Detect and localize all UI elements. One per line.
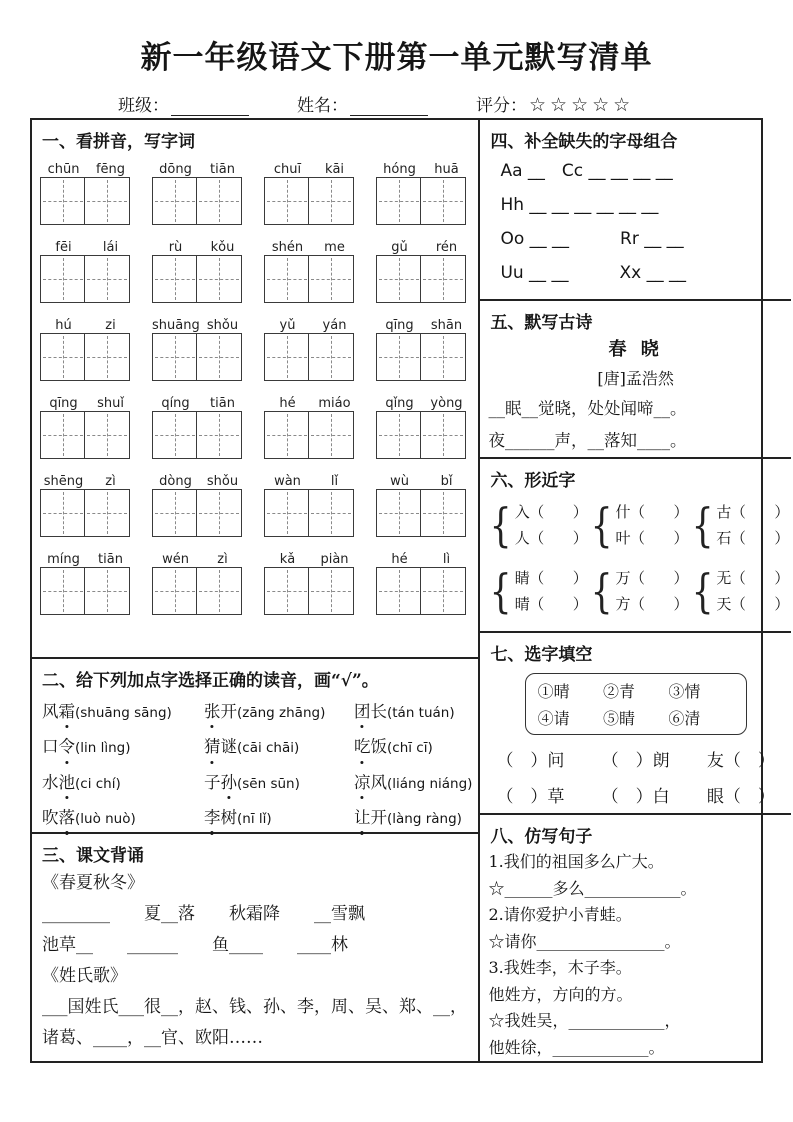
tianzige-cell: [308, 489, 354, 537]
pinyin-word: [40, 318, 135, 381]
class-label: 班级：: [118, 96, 169, 116]
pinyin-syllable: yǔ: [279, 318, 296, 333]
brace-glyph: {: [490, 564, 513, 619]
pinyin-syllable: zì: [217, 552, 228, 567]
dotted-char: 霜: [59, 699, 76, 725]
tianzige-cell: [152, 255, 198, 303]
poem-title: 春 晓: [608, 339, 663, 361]
dotted-char: 李: [204, 805, 221, 831]
pinyin-syllable: kǒu: [210, 240, 235, 255]
tianzige-cell: [376, 177, 422, 225]
char-option: ②青: [602, 682, 635, 701]
dotted-char: 张: [204, 699, 221, 725]
pinyin-syllable: hé: [279, 396, 296, 411]
class-field: [118, 91, 249, 116]
section-2-title: 二、给下列加点字选择正确的读音，画“√”。: [42, 671, 379, 691]
reading-options: (lin lìng): [75, 740, 131, 757]
tianzige-cell: [264, 177, 310, 225]
pinyin-word: [40, 162, 135, 225]
brace-glyph: {: [691, 564, 714, 619]
brace-glyph: {: [590, 564, 613, 619]
pinyin-syllable: lái: [102, 240, 119, 255]
dotted-char: 让: [354, 805, 371, 831]
pinyin-word: [376, 396, 471, 459]
pinyin-syllable: wén: [162, 552, 189, 567]
tianzige-cell: [376, 333, 422, 381]
tianzige-cell: [152, 333, 198, 381]
reading-item: 李树(nī lǐ): [204, 805, 354, 831]
pinyin-word: [264, 162, 359, 225]
tianzige-cell: [264, 255, 310, 303]
section-5-title: 五、默写古诗: [490, 313, 593, 334]
pinyin-syllable: tiān: [98, 552, 123, 567]
pinyin-word-grid: [32, 154, 478, 615]
section-8-title: 八、仿写句子: [490, 827, 593, 847]
section-pinyin-writing: [32, 120, 478, 657]
pinyin-word: [376, 240, 471, 303]
fill-blank-row: [480, 779, 790, 815]
reading-options: (tán tuán): [387, 705, 455, 721]
pinyin-syllable: míng: [47, 552, 80, 567]
section-imitate-sentences: [480, 813, 790, 1061]
reading-items: [32, 693, 478, 832]
reading-options: (liáng niáng): [387, 775, 473, 792]
tianzige-cell: [84, 567, 130, 615]
recitation-line: ___国姓氏___很__，赵、钱、孙、李，周、吴、郑、__，: [42, 997, 467, 1017]
tianzige-cell: [308, 567, 354, 615]
recitation-line: 池草__ ______ 鱼____ ____林: [42, 935, 348, 955]
char-option: ④请: [537, 709, 570, 728]
section-1-title: 一、看拼音，写字词: [42, 132, 195, 152]
tianzige-cell: [196, 255, 242, 303]
section-similar-characters: [480, 457, 790, 631]
pinyin-syllable: hóng: [383, 162, 416, 177]
page-title: 新一年级语文下册第一单元默写清单: [140, 40, 653, 76]
alphabet-line: Oo __ __ Rr __ __: [500, 229, 684, 249]
pinyin-syllable: yòng: [430, 396, 463, 411]
char-option: ⑤睛: [602, 709, 635, 728]
tianzige-cell: [308, 177, 354, 225]
sentence-line: ☆我姓吴，____________，: [488, 1011, 681, 1030]
pinyin-syllable: gǔ: [391, 240, 408, 255]
tianzige-cell: [420, 177, 466, 225]
tianzige-cell: [376, 411, 422, 459]
sentence-line: 他姓方，方向的方。: [488, 984, 633, 1004]
section-alphabet-completion: [480, 120, 790, 299]
reading-options: (ci chí): [75, 775, 121, 792]
pinyin-syllable: shuāng: [152, 318, 200, 333]
pinyin-word: [264, 552, 359, 615]
pinyin-syllable: dòng: [159, 474, 192, 489]
reading-item: 吃饭(chī cī): [354, 734, 472, 760]
pinyin-syllable: tiān: [210, 162, 235, 177]
tianzige-cell: [420, 255, 466, 303]
sentence-line: ☆请你________________。: [488, 931, 681, 951]
tianzige-cell: [196, 411, 242, 459]
reading-item: 子孙(sēn sūn): [204, 770, 354, 796]
tianzige-cell: [308, 333, 354, 381]
score-field: [476, 91, 634, 116]
tianzige-cell: [264, 567, 310, 615]
poem-line: 夜______声，__落知____。: [488, 431, 687, 451]
tianzige-cell: [152, 177, 198, 225]
pinyin-syllable: rù: [168, 240, 183, 255]
pinyin-syllable: huā: [434, 162, 459, 177]
sentence-line: 他姓徐，____________。: [488, 1037, 665, 1057]
brace-glyph: {: [590, 498, 613, 553]
dotted-char: 孙: [221, 770, 238, 796]
brace-glyph: {: [691, 498, 714, 553]
pinyin-syllable: fēi: [55, 240, 72, 255]
reading-options: (shuāng sāng): [75, 705, 172, 721]
pinyin-syllable: kāi: [324, 162, 345, 177]
dotted-char: 凉: [354, 770, 371, 796]
pinyin-syllable: qíng: [161, 396, 190, 411]
pinyin-syllable: rén: [435, 240, 458, 255]
tianzige-cell: [196, 177, 242, 225]
tianzige-cell: [40, 489, 86, 537]
pinyin-word: [376, 318, 471, 381]
char-pair: { 万（ ） 方（ ）: [590, 564, 689, 619]
tianzige-cell: [152, 567, 198, 615]
pinyin-syllable: wàn: [274, 474, 301, 489]
dotted-char: 吃: [354, 734, 371, 760]
pinyin-syllable: tiān: [210, 396, 235, 411]
char-option: ③情: [668, 682, 701, 701]
pinyin-word: [264, 396, 359, 459]
sentence-line: ☆______多么____________。: [488, 878, 697, 898]
sentence-line: 3.我姓李，木子李。: [488, 958, 632, 977]
tianzige-cell: [376, 567, 422, 615]
pinyin-word: [152, 396, 247, 459]
tianzige-cell: [420, 489, 466, 537]
sentence-line: 1.我们的祖国多么广大。: [488, 852, 664, 871]
section-7-title: 七、选字填空: [490, 645, 593, 665]
section-4-title: 四、补全缺失的字母组合: [490, 132, 678, 152]
name-blank-line: [350, 99, 428, 116]
tianzige-cell: [264, 333, 310, 381]
pinyin-syllable: dōng: [159, 162, 192, 177]
pinyin-word: [264, 240, 359, 303]
fill-blank: （ ）白: [601, 787, 670, 807]
char-pair: { 入（ ） 人（ ）: [490, 498, 588, 553]
pinyin-word: [152, 474, 247, 537]
pinyin-syllable: qīng: [49, 396, 78, 411]
pinyin-syllable: shuǐ: [97, 396, 124, 411]
reading-options: (chī cī): [387, 740, 433, 757]
alphabet-line: Aa __ Cc __ __ __ __: [500, 161, 673, 181]
reading-item: 风霜(shuāng sāng): [42, 699, 204, 725]
tianzige-cell: [196, 333, 242, 381]
pinyin-syllable: shǒu: [206, 474, 239, 489]
char-pair: { 睛（ ） 晴（ ）: [490, 564, 588, 619]
section-3-title: 三、课文背诵: [42, 846, 144, 866]
pinyin-syllable: zi: [105, 318, 116, 333]
char-pair: { 古（ ） 石（ ）: [691, 498, 789, 553]
dotted-char: 令: [59, 734, 76, 760]
tianzige-cell: [420, 411, 466, 459]
pinyin-syllable: shén: [271, 240, 304, 255]
alphabet-line: Hh __ __ __ __ __ __: [500, 195, 659, 215]
tianzige-cell: [40, 411, 86, 459]
pinyin-syllable: chuī: [273, 162, 302, 177]
tianzige-cell: [84, 489, 130, 537]
name-field: [297, 91, 428, 116]
pinyin-syllable: hú: [55, 318, 72, 333]
pinyin-syllable: zì: [105, 474, 116, 489]
tianzige-cell: [40, 177, 86, 225]
reading-options: (zāng zhāng): [237, 705, 326, 721]
char-option: ①晴: [537, 682, 570, 701]
pinyin-syllable: hé: [391, 552, 408, 567]
name-label: 姓名：: [297, 96, 348, 116]
pinyin-syllable: chūn: [47, 162, 80, 177]
fill-blank-row: [480, 743, 790, 779]
alphabet-line: Uu __ __ Xx __ __: [500, 263, 686, 283]
char-option: ⑥清: [668, 709, 701, 728]
reading-options: (nī lǐ): [237, 811, 272, 828]
section-6-title: 六、形近字: [490, 471, 576, 492]
pinyin-syllable: lì: [442, 552, 451, 567]
star-rating: ☆☆☆☆☆: [529, 94, 635, 116]
pinyin-syllable: piàn: [320, 552, 349, 567]
tianzige-cell: [40, 567, 86, 615]
tianzige-cell: [84, 333, 130, 381]
pinyin-word: [152, 318, 247, 381]
pinyin-word: [40, 240, 135, 303]
reading-item: 猜谜(cāi chāi): [204, 734, 354, 760]
tianzige-cell: [84, 177, 130, 225]
fill-blank: 友（ ）: [706, 751, 775, 771]
pinyin-word: [264, 474, 359, 537]
reading-item: 凉风(liáng niáng): [354, 770, 472, 796]
pinyin-word: [40, 474, 135, 537]
pinyin-word: [152, 552, 247, 615]
tianzige-cell: [152, 489, 198, 537]
score-label: 评分：: [476, 96, 527, 116]
lesson-title: 《春夏秋冬》: [42, 873, 144, 893]
tianzige-cell: [40, 333, 86, 381]
left-column: [32, 120, 480, 1061]
pinyin-syllable: kǎ: [279, 552, 296, 567]
reading-item: 口令(lin lìng): [42, 734, 204, 760]
sentence-line: 2.请你爱护小青蛙。: [488, 905, 632, 924]
tianzige-cell: [152, 411, 198, 459]
pinyin-word: [152, 162, 247, 225]
worksheet-table: [30, 118, 789, 1063]
reading-options: (làng ràng): [387, 811, 462, 828]
fill-blank: 眼（ ）: [706, 787, 775, 807]
pinyin-syllable: me: [324, 240, 345, 255]
tianzige-cell: [264, 411, 310, 459]
tianzige-cell: [376, 255, 422, 303]
tianzige-cell: [308, 255, 354, 303]
section-choose-character: [480, 631, 790, 813]
char-pair: { 什（ ） 叶（ ）: [590, 498, 689, 553]
pinyin-word: [40, 396, 135, 459]
tianzige-cell: [84, 411, 130, 459]
tianzige-cell: [40, 255, 86, 303]
tianzige-cell: [308, 411, 354, 459]
section-text-recitation: [32, 832, 478, 1061]
dotted-char: 池: [59, 770, 76, 796]
fill-blank: （ ）问: [496, 751, 565, 771]
dotted-char: 落: [59, 805, 76, 831]
recitation-line: ________ 夏__落 秋霜降 __雪飘: [42, 904, 365, 924]
similar-char-groups: [480, 493, 790, 617]
poem-author: [唐]孟浩然: [597, 369, 674, 389]
reading-options: (cāi chāi): [237, 740, 300, 757]
right-column: [480, 120, 790, 1061]
pinyin-syllable: wù: [390, 474, 409, 489]
pinyin-syllable: miáo: [318, 396, 351, 411]
recitation-line: 诸葛、____，__官、欧阳……: [42, 1028, 263, 1048]
char-pair: { 无（ ） 天（ ）: [691, 564, 789, 619]
tianzige-cell: [420, 567, 466, 615]
fill-blank: （ ）草: [496, 787, 565, 807]
poem-line: __眠__觉晓，处处闻啼__。: [488, 399, 687, 419]
tianzige-cell: [196, 489, 242, 537]
pinyin-syllable: bǐ: [440, 474, 453, 489]
pinyin-syllable: lǐ: [330, 474, 339, 489]
pinyin-syllable: shān: [430, 318, 463, 333]
reading-item: 让开(làng ràng): [354, 805, 472, 831]
pinyin-syllable: shēng: [43, 474, 84, 489]
brace-glyph: {: [490, 498, 513, 553]
pinyin-word: [376, 474, 471, 537]
header-meta: [0, 77, 793, 120]
reading-item: 张开(zāng zhāng): [204, 699, 354, 725]
pinyin-syllable: qǐng: [385, 396, 414, 411]
tianzige-cell: [420, 333, 466, 381]
pinyin-syllable: shǒu: [206, 318, 239, 333]
pinyin-word: [264, 318, 359, 381]
pinyin-word: [376, 162, 471, 225]
fill-blank: （ ）朗: [601, 751, 670, 771]
pinyin-syllable: fēng: [95, 162, 126, 177]
tianzige-cell: [196, 567, 242, 615]
reading-item: 水池(ci chí): [42, 770, 204, 796]
pinyin-syllable: yán: [322, 318, 347, 333]
tianzige-cell: [376, 489, 422, 537]
reading-options: (luò nuò): [75, 811, 136, 828]
pinyin-word: [376, 552, 471, 615]
dotted-char: 团: [354, 699, 371, 725]
pinyin-word: [152, 240, 247, 303]
class-blank-line: [171, 99, 249, 116]
section-poem-dictation: [480, 299, 790, 457]
character-option-box: [525, 673, 747, 735]
reading-item: 吹落(luò nuò): [42, 805, 204, 831]
reading-item: 团长(tán tuán): [354, 699, 472, 725]
tianzige-cell: [264, 489, 310, 537]
section-choose-reading: [32, 657, 478, 832]
pinyin-word: [40, 552, 135, 615]
lesson-title: 《姓氏歌》: [42, 966, 127, 986]
reading-options: (sēn sūn): [237, 775, 300, 792]
tianzige-cell: [84, 255, 130, 303]
pinyin-syllable: qīng: [385, 318, 414, 333]
dotted-char: 猜: [204, 734, 221, 760]
